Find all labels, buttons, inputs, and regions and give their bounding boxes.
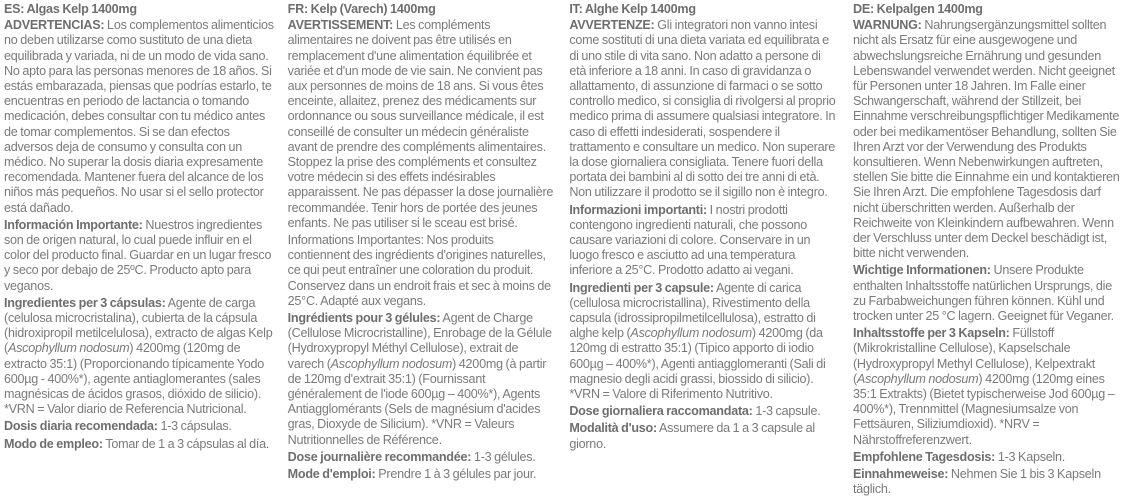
ingredients-heading-fr: Ingrédients pour 3 gélules: (287, 311, 441, 326)
italian-column (569, 2, 839, 475)
usage-heading-es: Modo de empleo: (4, 436, 103, 451)
dose-text-it: 1-3 capsule. (752, 404, 821, 419)
info-text-es: Nuestros ingredientes son de origen natural, lo cual puede influir en el color del producto final. Guardar en un lugar fresco y seco por debajo de 25ºC. Producto apto para veganos. (4, 217, 272, 293)
info-de (853, 263, 1125, 324)
warnings-text-es: Los complementos alimenticios no deben utilizarse como sustituto de una dieta equilibrada y variada, ni de un modo de vida sano. No apto para las personas menores de 18 años. Si estás embarazada, piensas que podrías estarlo, te encuentras en periodo de lactancia o tomando medicación, debes consultar con tu médico antes de tomar complementos. Si se dan efectos adversos deja de consumo y consulta con un médico. No superar la dosis diaria expresamente recomendada. Mantener fuera del alcance de los niños más pequeños. No usar si el sello protector está dañado. (4, 18, 274, 215)
ingredients-text-b-es: ) 4200mg (120mg de extracto 35:1) (Proporcionando típicamente Yodo 600µg - 400%*), agente antiaglomerantes (sales magnésicas de ácidos grasos, dióxido de silicio). *VRN = Valor diario de Referencia Nutricional. (4, 341, 264, 417)
warnings-de (853, 18, 1125, 261)
ingredients-text-a-de: Füllstoff (Mikrokristalline Cellulose), Kapselschale (Hydroxypropyl Methyl Cellulose), Kelpextrakt ( (852, 326, 1095, 386)
dose-heading-it: Dose giornaliera raccomandata: (569, 404, 753, 419)
warnings-heading-es: ADVERTENCIAS: (4, 18, 105, 33)
ingredients-it (569, 281, 839, 403)
usage-text-it: Assumere da 1 a 3 capsule al giorno. (569, 421, 815, 451)
ingredients-text-b-fr: ) 4200mg (à partir de 120mg d'extrait 35:1) (Fournissant généralement de l'iode 600µg – 400%*), Agents Antiagglomérants (Sels de magnésium d'acides gras, Dioxyde de Silicium). *VNR = Valeurs Nutritionnelles de Référence. (287, 356, 547, 447)
usage-text-fr: Prendre 1 à 3 gélules par jour. (375, 467, 537, 482)
dose-it (569, 404, 839, 419)
dose-text-de: 1-3 Kapseln. (995, 449, 1066, 464)
ingredients-text-b-de: ) 4200mg (120mg eines 35:1 Extrakts) (Bietet typischerweise Jod 600µg – 400%*), Trennmittel (Magnesiumsalze von Fettsäuren, Siliziumdioxid). *NRV = Nährstoffreferenzwert. (852, 371, 1115, 447)
warnings-heading-fr: AVERTISSEMENT: (287, 18, 394, 33)
ingredients-text-a-it: Agente di carica (cellulosa microcristallina), Rivestimento della capsula (idrossipropilmetilcellulosa), estratto di alghe kelp ( (569, 280, 816, 341)
usage-heading-it: Modalità d'uso: (569, 421, 657, 436)
dose-fr (288, 450, 556, 465)
info-fr (288, 233, 556, 309)
info-it (569, 203, 839, 279)
warnings-text-de: Nahrungsergänzungsmittel sollten nicht als Ersatz für eine ausgewogene und abwechslungsreiche Ernährung und gesunden Lebenswandel verwendet werden. Nicht geeignet für Personen unter 18 Jahren. Im Falle einer Schwangerschaft, während der Stillzeit, bei Einnahme verschreibungspflichtiger Medikamente oder bei medikamentöser Behandlung, sollten Sie Ihren Arzt vor der Verwendung des Produkts konsultieren. Wenn Nebenwirkungen auftreten, stellen Sie bitte die Einnahme ein und kontaktieren Sie Ihren Arzt. Die empfohlene Tagesdosis darf nicht überschritten werden. Außerhalb der Reichweite von Kleinkindern aufbewahren. Wenn der Verschluss unter dem Deckel beschädigt ist, bitte nicht verwenden. (852, 18, 1120, 261)
warnings-heading-it: AVVERTENZE: (569, 18, 655, 33)
product-title-fr: FR: Kelp (Varech) 1400mg (287, 2, 436, 16)
dose-text-es: 1-3 cápsulas. (157, 419, 232, 434)
species-name-fr: Ascophyllum nodosum (330, 356, 453, 371)
info-heading-de: Wichtige Informationen: (852, 263, 991, 278)
usage-es (4, 437, 274, 452)
info-heading-es: Información Importante: (4, 217, 143, 232)
info-text-de: Unsere Produkte enthalten Inhaltsstoffe natürlichen Ursprungs, die zu Farbabweichungen führen können. Kühl und trocken unter 25 °C lagern. Geeignet für Veganer. (852, 263, 1114, 324)
ingredients-text-a-fr: Agent de Charge (Cellulose Microcristalline), Enrobage de la Gélule (Hydroxypropyl Méthyl Cellulose), extrait de varech ( (287, 311, 552, 371)
usage-fr (288, 467, 556, 482)
ingredients-text-b-it: ) 4200mg (da 120mg di estratto 35:1) (Tipico apporto di iodio 600µg – 400%*), Agenti antiagglomeranti (Sali di magnesio degli acidi grassi, biossido di silicio). *VRN = Valore di Riferimento Nutritivo. (569, 326, 826, 402)
info-heading-it: Informazioni importanti: (569, 202, 707, 217)
ingredients-es (4, 296, 274, 418)
product-title-es: ES: Algas Kelp 1400mg (4, 2, 137, 16)
warnings-es (4, 18, 274, 216)
dose-heading-fr: Dose journalière recommandée: (287, 449, 472, 464)
usage-heading-fr: Mode d'emploi: (287, 467, 376, 482)
product-title-it: IT: Alghe Kelp 1400mg (569, 2, 696, 16)
dose-es (4, 419, 274, 434)
usage-de (853, 467, 1125, 497)
warnings-text-fr: Les compléments alimentaires ne doivent pas être utilisés en remplacement d'une alimentation équilibrée et variée et d'un mode de vie sain. Ne convient pas aux personnes de moins de 18 ans. Si vous êtes enceinte, allaitez, prenez des médicaments sur ordonnance ou sous surveillance médicale, il est conseillé de consulter un médecin généraliste avant de prendre des compléments alimentaires. Stoppez la prise des compléments et consultez votre médecin si des effets indésirables apparaissent. Ne pas dépasser la dose journalière recommandée. Tenir hors de portée des jeunes enfants. Ne pas utiliser si le sceau est brisé. (287, 18, 554, 230)
dose-heading-de: Empfohlene Tagesdosis: (852, 449, 996, 464)
german-column (852, 2, 1125, 497)
ingredients-de (853, 326, 1125, 448)
info-text-fr: Informations Importantes: Nos produits contiennent des ingrédients d'origines naturelles, ce qui peut entraîner une coloration du produit. Conservez dans un endroit frais et sec à moins de 25°C. Adapté aux vegans. (287, 233, 551, 308)
warnings-heading-de: WARNUNG: (852, 18, 922, 33)
dose-de (853, 450, 1125, 465)
species-name-it: Ascophyllum nodosum (630, 326, 752, 341)
ingredients-text-a-es: Agente de carga (celulosa microcristalina), cubierta de la cápsula (hidroxipropil metilcelulosa), extracto de algas Kelp ( (4, 295, 273, 356)
warnings-fr (288, 18, 556, 231)
info-es (4, 218, 274, 294)
info-text-it: I nostri prodotti contengono ingredienti naturali, che possono causare variazioni di colore. Conservare in un luogo fresco e asciutto ad una temperatura inferiore a 25°C. Prodotto adatto ai vegani. (569, 202, 811, 278)
ingredients-fr (288, 311, 556, 448)
spanish-column (4, 2, 274, 475)
ingredients-heading-de: Inhaltsstoffe per 3 Kapseln: (852, 326, 1010, 341)
ingredients-heading-it: Ingredienti per 3 capsule: (569, 280, 714, 295)
ingredients-heading-es: Ingredientes per 3 cápsulas: (4, 295, 166, 310)
warnings-text-it: Gli integratori non vanno intesi come sostituti di una dieta variata ed equilibrata e di uno stile di vita sano. Non adatto a persone di età inferiore a 18 anni. In caso di gravidanza o allattamento, di assunzione di farmaci o se sotto controllo medico, si consiglia di rivolgersi al proprio medico prima di assumere qualsiasi integratore. In caso di effetti indesiderati, sospendere il trattamento e consultare un medico. Non superare la dose giornaliera consigliata. Tenere fuori della portata dei bambini al di sotto dei tre anni di età. Non utilizzare il prodotto se il sigillo non è integro. (569, 18, 836, 200)
warnings-it (569, 18, 839, 200)
product-title-de: DE: Kelpalgen 1400mg (852, 2, 983, 16)
usage-heading-de: Einnahmeweise: (852, 467, 949, 482)
dose-text-fr: 1-3 gélules. (471, 449, 536, 464)
french-column (287, 2, 556, 482)
species-name-es: Ascophyllum nodosum (7, 341, 130, 356)
usage-text-de: Nehmen Sie 1 bis 3 Kapseln täglich. (852, 467, 1101, 497)
usage-text-es: Tomar de 1 a 3 cápsulas al día. (102, 436, 270, 451)
species-name-de: Ascophyllum nodosum (856, 371, 979, 386)
dose-heading-es: Dosis diaria recomendada: (4, 419, 158, 434)
usage-it (569, 421, 839, 451)
